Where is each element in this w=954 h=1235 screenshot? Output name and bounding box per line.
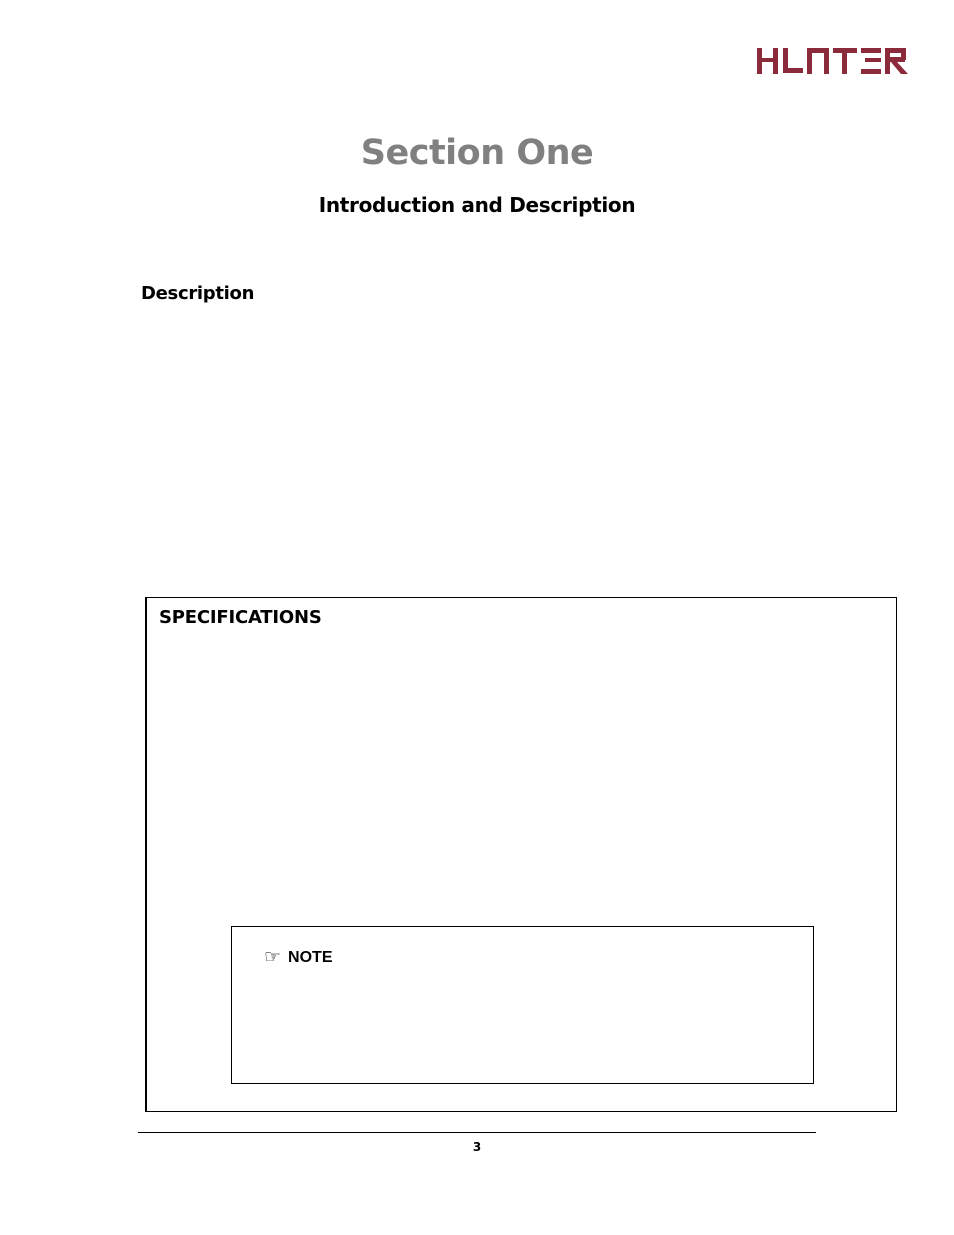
hunter-logo <box>755 44 909 76</box>
section-subtitle: Introduction and Description <box>318 193 636 217</box>
note-header <box>264 948 333 967</box>
specifications-heading: SPECIFICATIONS <box>159 607 322 628</box>
description-heading: Description <box>141 283 255 304</box>
pointing-hand-icon: ☞ <box>264 946 282 968</box>
note-label: NOTE <box>288 948 333 966</box>
specifications-box <box>145 597 897 1112</box>
page-number: 3 <box>472 1140 482 1154</box>
section-title: Section One <box>360 133 594 173</box>
note-box <box>231 926 814 1084</box>
footer-divider <box>138 1132 816 1133</box>
